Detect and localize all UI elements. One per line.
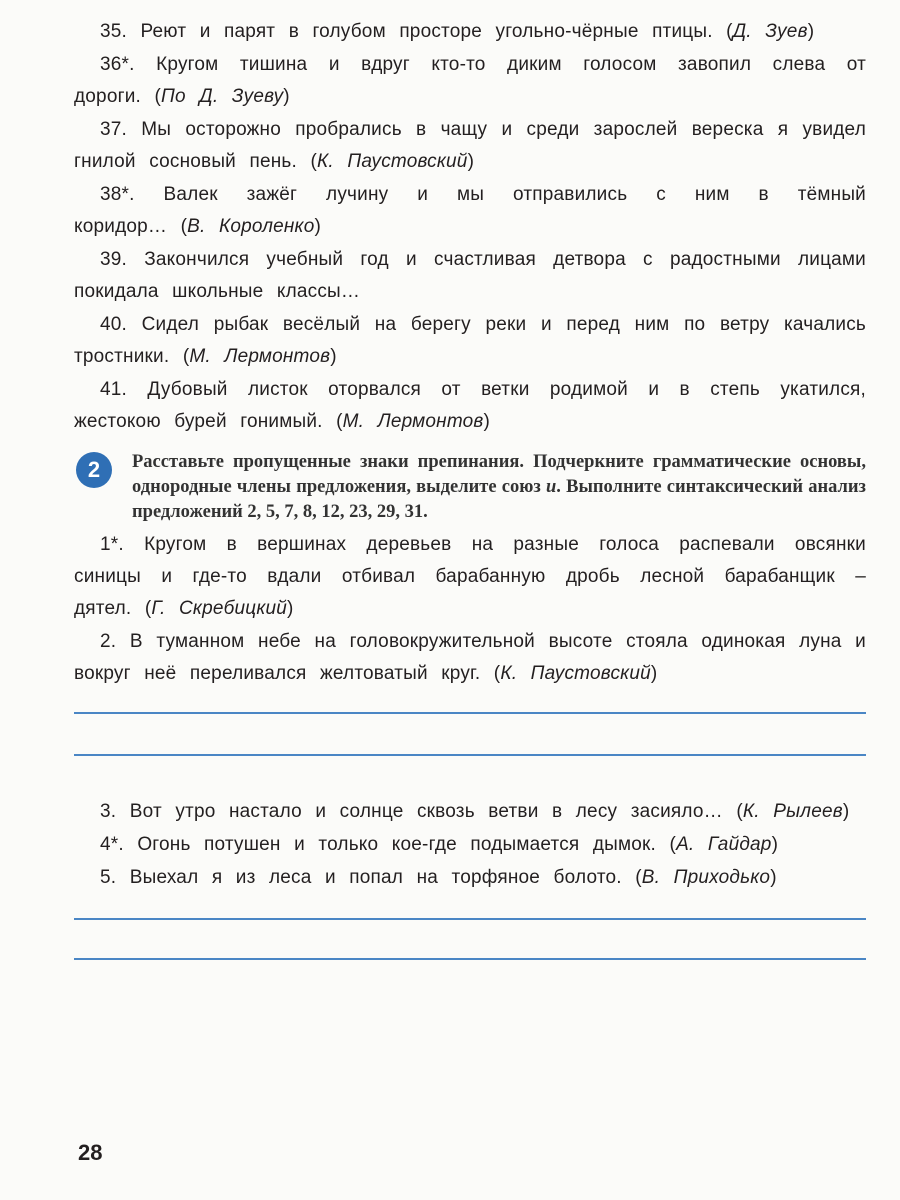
- sentence-source: ( А. Гайдар ): [656, 834, 778, 855]
- sentence-number: 35.: [100, 21, 128, 42]
- page-number: 28: [78, 1140, 103, 1165]
- sentence-text: Мы осторожно пробрались в чащу и среди зарослей вереска я увидел гнилой сосновый пень.: [74, 119, 866, 172]
- sentence-number: 3.: [100, 801, 117, 822]
- answer-line[interactable]: [74, 712, 866, 714]
- sentence-text: Вот утро настало и солнце сквозь ветви в лесу засияло…: [129, 801, 723, 822]
- task-sentence-4: [74, 829, 866, 861]
- sentence-number: 37.: [100, 119, 128, 140]
- task-sentence-1: [74, 529, 866, 625]
- sentence-source: ( К. Паустовский ): [480, 663, 657, 684]
- task-instruction-part1: Расставьте пропущенные знаки препинания. Подчеркните грамматические основы, однородные члены предложения, выделите союз: [132, 452, 866, 497]
- sentence-number: 36*.: [100, 54, 135, 75]
- sentence-number: 39.: [100, 249, 128, 270]
- sentence-number: 41.: [100, 379, 128, 400]
- task-sentence-2: [74, 626, 866, 690]
- answer-line[interactable]: [74, 918, 866, 920]
- sentence-list-task-a: [74, 529, 866, 690]
- sentence-source: ( К. Рылеев ): [723, 801, 850, 822]
- answer-lines-a[interactable]: [74, 712, 866, 756]
- sentence-41: [74, 374, 866, 438]
- sentence-text: Закончился учебный год и счастливая детвора с радостными лицами покидала школьные классы…: [74, 249, 866, 302]
- sentence-list-top: [74, 16, 866, 438]
- sentence-text: Дубовый листок оторвался от ветки родимой и в степь укатился, жестокою бурей гонимый.: [74, 379, 866, 432]
- sentence-text: Реют и парят в голубом просторе угольно-чёрные птицы.: [140, 21, 713, 42]
- sentence-source: ( М. Лермонтов ): [323, 411, 490, 432]
- sentence-source: ( Г. Скребицкий ): [131, 598, 293, 619]
- sentence-source: ( В. Приходько ): [622, 867, 777, 888]
- sentence-source: ( В. Короленко ): [167, 216, 321, 237]
- sentence-source: ( Д. Зуев ): [713, 21, 815, 42]
- sentence-number: 40.: [100, 314, 128, 335]
- task-sentence-5: [74, 862, 866, 894]
- sentence-text: Выехал я из леса и попал на торфяное болото.: [129, 867, 622, 888]
- sentence-number: 4*.: [100, 834, 124, 855]
- task-number-badge: 2: [76, 452, 112, 488]
- sentence-36: [74, 49, 866, 113]
- sentence-number: 2.: [100, 631, 117, 652]
- sentence-number: 1*.: [100, 534, 124, 555]
- sentence-source: ( К. Паустовский ): [297, 151, 474, 172]
- sentence-text: В туманном небе на головокружительной высоте стояла одинокая луна и вокруг неё переливался желтоватый круг.: [74, 631, 866, 684]
- sentence-text: Кругом в вершинах деревьев на разные голоса распевали овсянки синицы и где-то вдали отбивал барабанную дробь лесной барабанщик – дятел.: [74, 534, 866, 619]
- sentence-37: [74, 114, 866, 178]
- answer-line[interactable]: [74, 958, 866, 960]
- task-instruction-part2: . Выполните синтаксический анализ предложений 2, 5, 7, 8, 12, 23, 29, 31.: [132, 477, 866, 522]
- sentence-text: Кругом тишина и вдруг кто-то диким голосом завопил слева от дороги.: [74, 54, 866, 107]
- sentence-source: ( М. Лермонтов ): [169, 346, 336, 367]
- sentence-40: [74, 309, 866, 373]
- sentence-39: [74, 244, 866, 308]
- sentence-number: 38*.: [100, 184, 135, 205]
- sentence-source: ( По Д. Зуеву ): [141, 86, 290, 107]
- sentence-35: [74, 16, 866, 48]
- sentence-text: Сидел рыбак весёлый на берегу реки и перед ним по ветру качались тростники.: [74, 314, 866, 367]
- sentence-text: Огонь потушен и только кое-где подымается дымок.: [137, 834, 657, 855]
- answer-lines-b[interactable]: [74, 918, 866, 960]
- task-conjunction: и: [545, 477, 557, 497]
- sentence-number: 5.: [100, 867, 117, 888]
- sentence-text: Валек зажёг лучину и мы отправились с ним в тёмный коридор…: [74, 184, 866, 237]
- sentence-list-task-b: [74, 796, 866, 894]
- workbook-page: [74, 16, 866, 998]
- task-sentence-3: [74, 796, 866, 828]
- answer-line[interactable]: [74, 754, 866, 756]
- task-2: [74, 450, 866, 525]
- task-instruction: [132, 450, 866, 525]
- sentence-38: [74, 179, 866, 243]
